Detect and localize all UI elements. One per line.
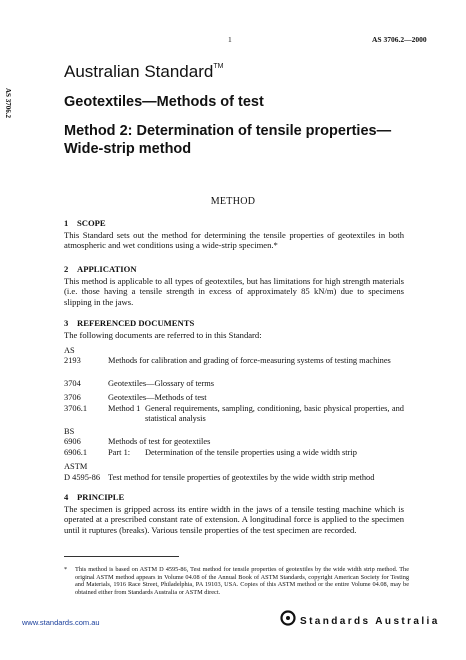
reference-title: Methods of test for geotextiles xyxy=(108,437,211,446)
reference-group-astm: ASTM xyxy=(64,462,88,471)
section-heading-references xyxy=(64,318,194,328)
side-document-code: AS 3706.2 xyxy=(4,88,12,118)
section-title: PRINCIPLE xyxy=(77,492,125,502)
footnote xyxy=(64,566,409,596)
standards-australia-logo-icon xyxy=(280,610,296,626)
reference-number: 3706.1 xyxy=(64,404,88,413)
standard-title-text: Australian Standard xyxy=(64,62,214,81)
reference-number: 3704 xyxy=(64,379,81,388)
footnote-mark: * xyxy=(64,566,68,573)
reference-title: Geotextiles—Methods of test xyxy=(108,393,207,402)
footnote-text: This method is based on ASTM D 4595-86, Test method for tensile properties of geotextiles by the wide width strip method. The original ASTM method appears in Volume 04.08 of the Annual Book of ASTM Standards, copyright American Society for Testing and Materials, 1916 Race Street, Philadelphia, PA 19103, USA. Copies of this ASTM method or the entire Volume 04.08, may be obtained either from Standards Australia or ASTM direct. xyxy=(75,566,409,596)
section-number: 2 xyxy=(64,264,69,274)
document-code: AS 3706.2—2000 xyxy=(372,35,427,44)
reference-part: Part 1: xyxy=(108,448,131,457)
footnote-rule xyxy=(64,556,179,557)
section-title: REFERENCED DOCUMENTS xyxy=(77,318,195,328)
section-heading-principle xyxy=(64,492,124,502)
reference-group-bs: BS xyxy=(64,427,75,436)
reference-number: D 4595-86 xyxy=(64,473,101,482)
page-number: 1 xyxy=(228,35,232,44)
references-intro: The following documents are referred to in this Standard: xyxy=(64,330,262,340)
scope-paragraph: This Standard sets out the method for determining the tensile properties of geotextiles in both atmospheric and wet conditions using a wide-strip specimen.* xyxy=(64,230,404,251)
standard-title xyxy=(64,62,223,82)
section-number: 3 xyxy=(64,318,69,328)
reference-title: Determination of the tensile properties using a wide width strip xyxy=(145,448,357,457)
publisher-brand: Standards Australia xyxy=(300,616,440,627)
application-paragraph: This method is applicable to all types of geotextiles, but has limitations for high strength materials (i.e. those having a tensile strength in excess of approximately 85 kN/m) due to specimens slipping in the jaws. xyxy=(64,276,404,307)
principle-paragraph: The specimen is gripped across its entire width in the jaws of a tensile testing machine which is operated at a prescribed constant rate of extension. A longitudinal force is applied to the specimen until it ruptures (breaks). Various tensile properties of the test specimen are recorded. xyxy=(64,504,404,535)
section-title: SCOPE xyxy=(77,218,106,228)
method-title: Method 2: Determination of tensile properties—Wide-strip method xyxy=(64,123,392,157)
reference-group-as: AS xyxy=(64,346,75,355)
reference-title: General requirements, sampling, conditioning, basic physical properties, and statistical analysis xyxy=(145,404,404,424)
method-heading: METHOD xyxy=(210,196,256,207)
section-number: 4 xyxy=(64,492,69,502)
website-link[interactable]: www.standards.com.au xyxy=(22,618,100,627)
reference-part: Method 1 xyxy=(108,404,141,413)
reference-title: Geotextiles—Glossary of terms xyxy=(108,379,215,388)
section-heading-application xyxy=(64,264,137,274)
trademark-mark: TM xyxy=(213,63,224,70)
reference-number: 2193 xyxy=(64,356,81,365)
document-title: Geotextiles—Methods of test xyxy=(64,94,264,110)
reference-title: Methods for calibration and grading of force-measuring systems of testing machines xyxy=(108,356,391,365)
reference-number: 3706 xyxy=(64,393,81,402)
reference-title: Test method for tensile properties of geotextiles by the wide width strip method xyxy=(108,473,375,482)
section-number: 1 xyxy=(64,218,69,228)
section-title: APPLICATION xyxy=(77,264,137,274)
reference-number: 6906 xyxy=(64,437,81,446)
reference-number: 6906.1 xyxy=(64,448,88,457)
section-heading-scope xyxy=(64,218,106,228)
